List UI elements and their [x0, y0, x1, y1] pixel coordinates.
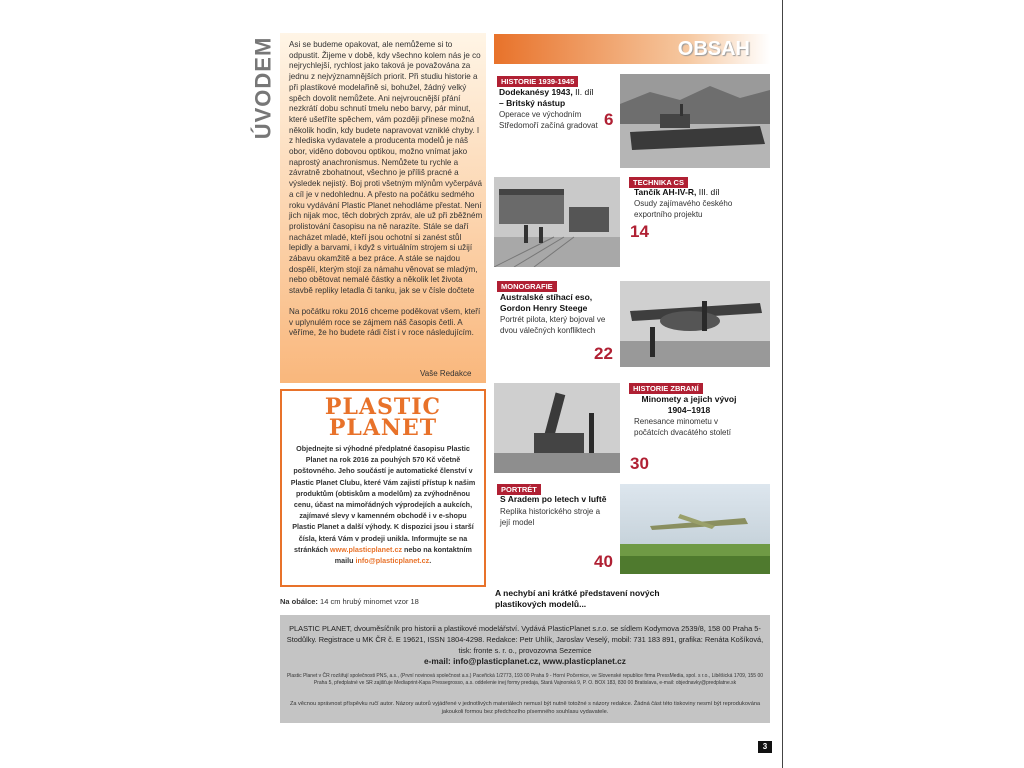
section-title-1-rest: II. díl — [572, 87, 594, 97]
obsah-title: OBSAH — [677, 38, 750, 60]
intro-text — [289, 40, 485, 349]
section-desc-5: Replika historického stroje a její model — [500, 507, 601, 527]
section-title-3[interactable] — [500, 292, 615, 314]
section-title-2-bold: Tančík AH-IV-R, — [634, 187, 697, 197]
promo-mail-link[interactable]: info@plasticplanet.cz — [355, 556, 430, 566]
cover-note-text: 14 cm hrubý minomet vzor 18 — [320, 597, 419, 606]
section-title-1-line2: – Britský nástup — [499, 98, 566, 108]
section-title-5-bold: S Aradem po letech v luftě — [500, 494, 607, 504]
section-desc-3: Portrét pilota, který bojoval ve dvou válečných konfliktech — [500, 315, 606, 335]
imprint-email[interactable]: e-mail: info@plasticplanet.cz, www.plasticplanet.cz — [424, 656, 626, 666]
uvodem-heading — [250, 35, 276, 145]
section-title-4-bold: Minomety a jejich vývoj 1904–1918 — [641, 394, 737, 415]
photo-arado-replica — [620, 484, 770, 574]
photo-tankette — [494, 177, 620, 267]
imprint-line: PLASTIC PLANET, dvouměsíčník pro historii a plastikové modelářství. Vydává PlasticPlanet s.r.o. se sídlem Kodymova 2539/8, 158 00 Praha 5-Stodůlky. Registrace u MK ČR č. E 19621, ISSN 1804-4298. Redakce: Petr Uhlík, Jaroslav Veselý, mobil: 731 183 891, grafika: Renáta Košíková, tisk: fronte s. r. o., provozovna Sezemice — [286, 624, 764, 655]
section-desc-2: Osudy zajímavého českého exportního projektu — [634, 199, 733, 219]
intro-paragraph-1: Asi se budeme opakovat, ale nemůžeme si to odpustit. Žijeme v době, kdy všechno kolem nás je co nejrychlejší, rychlost jako taková je považována za jednu z nejvýznamnějších priorit. Při studiu historie a při plastikové modelařině si, bohužel, žádný velký spěch dovolit nemůžete. Ani nejvroucnější přání nezkrátí dobu schnutí tmelu nebo barvy, pár minut, které ušetříte spěchem, vám později přinese možná několik hodin, kdy budete napravovat vzniklé chyby. I z hlediska vydavatele a producenta modelů je náš obor, viděno dobovou optikou, možno vnímat jako naprostý anachronismus. Nemůžete tu rychle a závratně zbohatnout, všechno je příliš pracné a výsledek nejistý. Boj proti všetným mlýnům vyčerpává a cíl je v nedohlednu. A přesto na počátku sedmého roku vydávání Plastic Planet nehodláme přestat. Není jich nijak moc, těch dobrých zpráv, ale už při zběžném prolistování časopisu na ně narazíte. Stále se daří nacházet mladé, kteří jsou ochotní si zanést stůl lepidly a barvami, i když s virtuálním strojem si užijí zábavu okamžitě a bez práce. A stále se najdou dospělí, kterým stojí za námahu věnovat se mladým, nebo obětovat nemalé částky a několik let života stavbě repliky letadla či tanku, jak se v čísle dočtete — [289, 40, 483, 296]
arado-replica-image — [620, 484, 770, 574]
page-number: 3 — [758, 741, 772, 753]
mortar-image — [494, 383, 620, 473]
promo-body: Objednejte si výhodné předplatné časopisu Plastic Planet na rok 2016 za pouhých 570 Kč včetně poštovného. Jeho součástí je automatické členství v Plastic Planet Clubu, které Vám zajistí přístup k našim produktům (obtiskům a modelům) za zvýhodněnou cenu, účast na mimořádných výprodejích a aukcích, zajímavé slevy v kamenném obchodě i v e-shopu Plastic Planet a další výhody. K dispozici jsou i starší čísla, která Vám v prodeji unikla. Informujte se na stránkách — [290, 444, 476, 554]
logo-line-1: PLASTIC — [324, 394, 442, 420]
cover-note-label: Na obálce: — [280, 597, 318, 606]
section-title-1[interactable] — [499, 87, 619, 109]
section-title-5[interactable] — [500, 494, 618, 505]
page-edge — [782, 0, 783, 768]
photo-mortar — [494, 383, 620, 473]
section-label-1: HISTORIE 1939-1945 — [497, 76, 578, 87]
section-page-1: 6 — [604, 110, 614, 129]
section-page-2: 14 — [630, 222, 649, 241]
section-title-4[interactable] — [634, 394, 744, 416]
section-desc-1: Operace ve východním Středomoří začíná gradovat — [499, 110, 598, 130]
cover-note — [280, 597, 419, 606]
photo-fighter-pilots — [620, 281, 770, 367]
promo-text — [288, 443, 478, 566]
tankette-image — [494, 177, 620, 267]
imprint-distribution: Plastic Planet v ČR rozšiřují společnosti PNS, a.s., (První novinová společnost a.s.) Paceřická 1/2773, 193 00 Praha 9 - Horní Počernice, ve Slovenské republice firma PressMedia, spol. s r.o., Liběšická 1709, 155 00 Praha 5, předplatné ve SR zajišťuje Mediaprint-Kapa Pressegrosso, a.s. oddelenie inej formy predaja, Stará Vajnorská 9, P. O. BOX 183, 830 00 Bratislava, e-mail: objednavky@predplatne.sk — [286, 673, 764, 686]
section-title-1-bold: Dodekanésy 1943, — [499, 87, 573, 97]
uvodem-label: ÚVODEM — [250, 36, 276, 140]
teaser-text: A nechybí ani krátké představení nových plastikových modelů... — [495, 588, 660, 609]
fighter-pilots-image — [620, 281, 770, 367]
photo-landing-craft — [620, 74, 770, 168]
section-label-2: TECHNIKA CS — [629, 177, 688, 188]
plastic-planet-logo — [282, 394, 484, 441]
logo-line-2: PLANET — [328, 415, 438, 441]
section-label-5: PORTRÉT — [497, 484, 541, 495]
imprint-footer — [280, 615, 770, 723]
section-label-4: HISTORIE ZBRANÍ — [629, 383, 703, 394]
section-title-2[interactable] — [634, 187, 764, 198]
section-label-3: MONOGRAFIE — [497, 281, 557, 292]
promo-end-dot: . — [429, 556, 432, 566]
imprint-disclaimer: Za věcnou správnost příspěvku ručí autor. Názory autorů vyjádřené v jednotlivých materiálech nemusí být nutně totožné s názory redakce. Žádná část této tiskoviny nesmí být reprodukována jakoukoli formou bez předchozího písemného souhlasu vydavatele. — [289, 701, 761, 715]
intro-paragraph-2: Na počátku roku 2016 chceme poděkovat všem, kteří v uplynulém roce se zájmem náš časopis četli. A věříme, že ho budete rádi číst i v roce následujícím. — [289, 306, 481, 338]
promo-box — [280, 389, 486, 587]
promo-web-link[interactable]: www.plasticplanet.cz — [330, 544, 403, 554]
intro-signature: Vaše Redakce — [420, 369, 472, 378]
landing-craft-image — [620, 74, 770, 168]
section-page-3: 22 — [594, 344, 613, 363]
section-desc-4: Renesance minometu v počátcích dvacátého století — [634, 417, 731, 437]
section-title-3-bold: Australské stíhací eso, Gordon Henry Steege — [500, 292, 593, 313]
section-title-2-rest: III. díl — [696, 187, 720, 197]
section-page-4: 30 — [630, 454, 649, 473]
obsah-header — [494, 34, 770, 64]
promo-mid-text: nebo na kontaktním mailu — [334, 544, 472, 566]
section-page-5: 40 — [594, 552, 613, 571]
